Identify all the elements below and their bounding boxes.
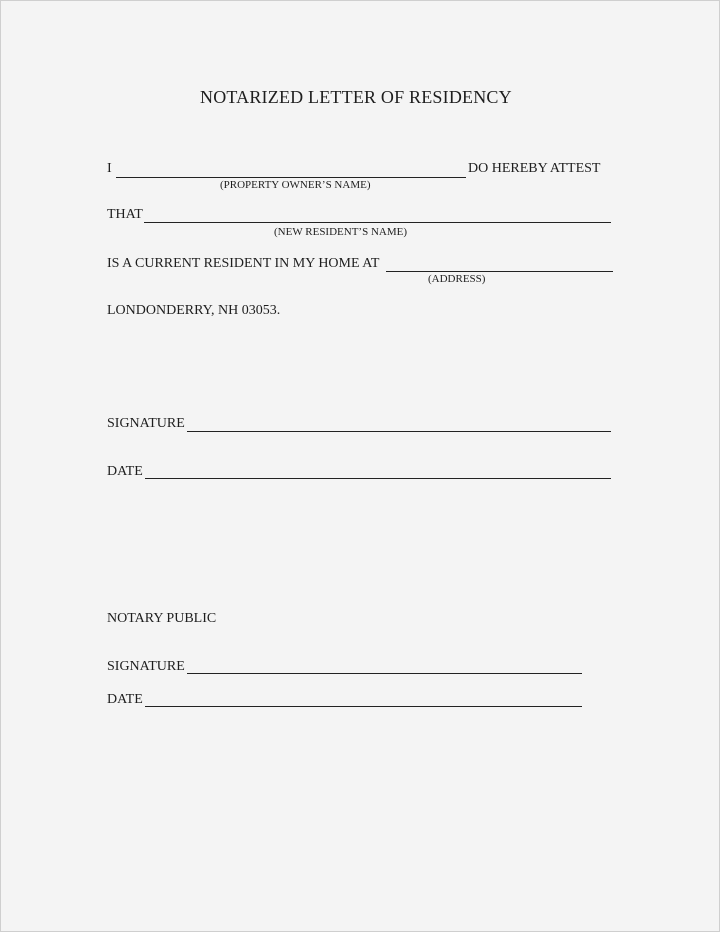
- date-field[interactable]: [145, 478, 611, 479]
- address-prefix-label: IS A CURRENT RESIDENT IN MY HOME AT: [107, 256, 380, 271]
- page-title: NOTARIZED LETTER OF RESIDENCY: [200, 87, 512, 107]
- signature-label: SIGNATURE: [107, 416, 185, 431]
- notary-heading: NOTARY PUBLIC: [107, 611, 217, 626]
- address-field[interactable]: [386, 271, 613, 272]
- notary-date-label: DATE: [107, 692, 143, 707]
- resident-name-field[interactable]: [144, 222, 611, 223]
- address-caption: (ADDRESS): [428, 273, 486, 285]
- signature-field[interactable]: [187, 431, 611, 432]
- date-label: DATE: [107, 464, 143, 479]
- notary-signature-field[interactable]: [187, 673, 582, 674]
- notary-date-field[interactable]: [145, 706, 582, 707]
- resident-name-caption: (NEW RESIDENT’S NAME): [274, 226, 408, 238]
- resident-prefix-label: THAT: [107, 207, 143, 222]
- owner-name-caption: (PROPERTY OWNER’S NAME): [220, 179, 371, 191]
- owner-name-field[interactable]: [116, 177, 466, 178]
- notary-signature-label: SIGNATURE: [107, 659, 185, 674]
- owner-prefix-label: I: [107, 161, 112, 176]
- owner-suffix-label: DO HEREBY ATTEST: [468, 161, 601, 176]
- city-line: LONDONDERRY, NH 03053.: [107, 303, 281, 318]
